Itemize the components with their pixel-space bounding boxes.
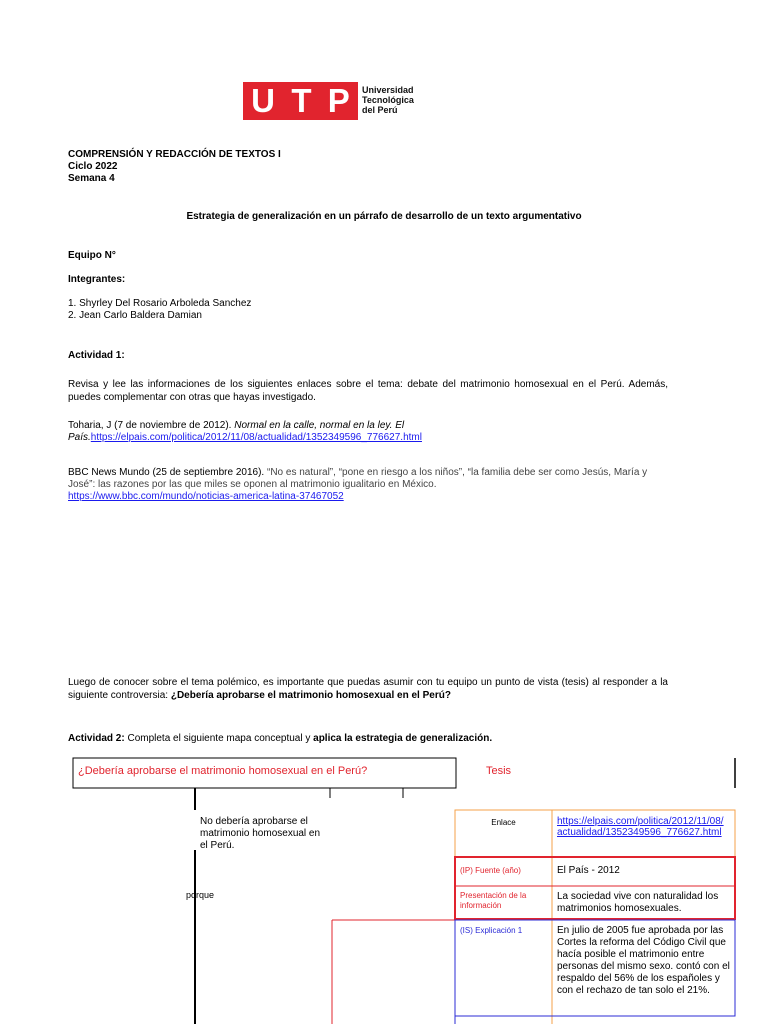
- enlace-link[interactable]: https://elpais.com/politica/2012/11/08/actualidad/1352349596_776627.html: [557, 816, 724, 838]
- controversy-question: ¿Debería aprobarse el matrimonio homosexual en el Perú?: [170, 690, 451, 701]
- ref2-link[interactable]: https://www.bbc.com/mundo/noticias-america-latina-37467052: [68, 491, 344, 502]
- presentacion-label: Presentación de la información: [460, 891, 527, 910]
- activity2-heading: Actividad 2:: [68, 733, 125, 744]
- explicacion-value: En julio de 2005 fue aprobada por las Cortes la reforma del Código Civil que hacía posible el matrimonio entre personas del mismo sexo. contó con el respaldo del 56% de los españoles y con el rechazo de tan solo el 21%.: [557, 925, 730, 996]
- fuente-label: (IP) Fuente (año): [460, 866, 521, 875]
- activity1-heading: Actividad 1:: [68, 350, 125, 361]
- tesis-label: Tesis: [486, 765, 512, 777]
- logo-line-1: Universidad: [362, 85, 414, 95]
- logo-letter-u: U: [251, 82, 275, 119]
- logo-letter-t: T: [291, 82, 312, 119]
- logo-letter-p: P: [327, 82, 350, 119]
- porque-label: porque: [186, 890, 215, 900]
- members-label: Integrantes:: [68, 274, 126, 285]
- ref1-link[interactable]: https://elpais.com/politica/2012/11/08/actualidad/1352349596_776627.html: [90, 432, 422, 443]
- team-label: Equipo N°: [68, 250, 116, 261]
- ref1-author: Toharia, J (7 de noviembre de 2012).: [68, 420, 235, 431]
- ref1-title: Normal en la calle, normal en la ley. El País.: [68, 420, 405, 443]
- course-cycle: Ciclo 2022: [68, 161, 118, 172]
- course-name: COMPRENSIÓN Y REDACCIÓN DE TEXTOS I: [68, 149, 281, 160]
- controversy-text: Luego de conocer sobre el tema polémico, es importante que puedas asumir con tu equipo un punto de vista (tesis) al responder a la siguiente controversia:: [68, 677, 668, 701]
- document-title: Estrategia de generalización en un párrafo de desarrollo de un texto argumentativo: [186, 211, 582, 222]
- member-1: 1. Shyrley Del Rosario Arboleda Sanchez: [68, 298, 252, 309]
- activity2-strong: aplica la estrategia de generalización.: [313, 733, 493, 744]
- member-2: 2. Jean Carlo Baldera Damian: [68, 310, 202, 321]
- logo-line-3: del Perú: [362, 105, 398, 115]
- enlace-label: Enlace: [491, 818, 516, 827]
- presentacion-value: La sociedad vive con naturalidad los matrimonios homosexuales.: [557, 891, 719, 914]
- logo-line-2: Tecnológica: [362, 95, 414, 105]
- activity2-text: Completa el siguiente mapa conceptual y: [124, 733, 314, 744]
- fuente-value: El País - 2012: [557, 865, 620, 876]
- course-week: Semana 4: [68, 173, 115, 184]
- stance-text: No debería aprobarse el matrimonio homosexual en el Perú.: [200, 816, 321, 851]
- ref2-text: “No es natural”, “pone en riesgo a los niños”, “la familia debe ser como Jesús, María y José”: las razones por las que miles se oponen al matrimonio igualitario en México.: [68, 467, 648, 490]
- ref2-author: BBC News Mundo (25 de septiembre 2016).: [68, 467, 267, 478]
- activity1-instructions: Revisa y lee las informaciones de los siguientes enlaces sobre el tema: debate del matrimonio homosexual en el Perú. Además, puedes complementar con otras que hayas investigado.: [68, 379, 668, 403]
- explicacion-label: (IS) Explicación 1: [460, 926, 523, 935]
- map-question: ¿Debería aprobarse el matrimonio homosexual en el Perú?: [78, 765, 368, 777]
